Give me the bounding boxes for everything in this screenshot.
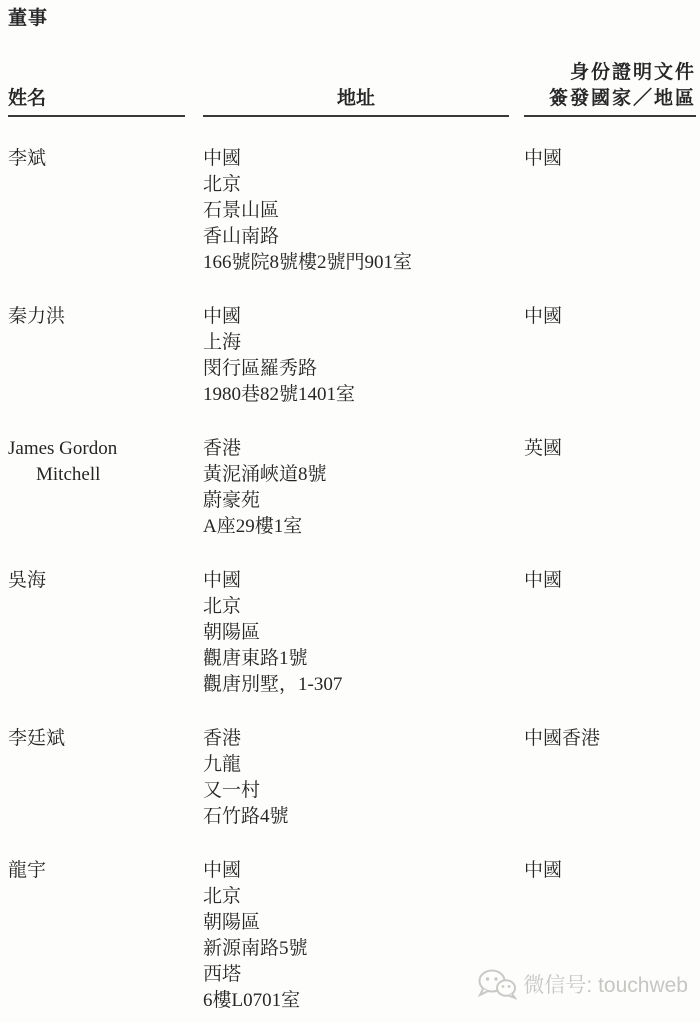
id-issue-country: 中國 (524, 860, 563, 881)
director-name (8, 858, 203, 884)
director-name-line: Mitchell (36, 464, 101, 485)
address-line: 1980巷82號1401室 (203, 384, 356, 405)
director-name-line: 秦力洪 (8, 306, 66, 327)
address-line: 觀唐別墅，1-307 (203, 674, 343, 695)
wechat-icon (477, 968, 517, 1000)
address-line: 閔行區羅秀路 (203, 358, 318, 379)
page-title: 董事 (8, 8, 49, 29)
director-row (8, 726, 696, 830)
director-row (8, 146, 696, 276)
director-row (8, 436, 696, 540)
address-line: 朝陽區 (203, 622, 261, 643)
address-line: 石景山區 (203, 200, 280, 221)
director-row (8, 568, 696, 698)
address-line: 北京 (203, 886, 242, 907)
table-header-id-doc (524, 60, 696, 117)
address-line: 九龍 (203, 754, 242, 775)
director-name (8, 726, 203, 752)
id-issue-country: 中國 (524, 306, 563, 327)
address-line: 西塔 (203, 964, 242, 985)
director-name (8, 568, 203, 594)
table-header-row (8, 60, 696, 117)
table-header-name: 姓名 (8, 86, 185, 117)
address-line: 朝陽區 (203, 912, 261, 933)
address-line: 香山南路 (203, 226, 280, 247)
director-address (203, 436, 524, 540)
director-address (203, 568, 524, 698)
table-body (8, 146, 696, 1014)
director-name-line: 李斌 (8, 148, 47, 169)
table-header-address: 地址 (203, 86, 509, 117)
id-issue-country: 英國 (524, 438, 563, 459)
watermark-text: 微信号: touchweb (523, 974, 688, 997)
id-issue-country: 中國 (524, 570, 563, 591)
address-line: 石竹路4號 (203, 806, 289, 827)
director-address (203, 304, 524, 408)
address-line: 6樓L0701室 (203, 990, 301, 1011)
address-line: 北京 (203, 174, 242, 195)
director-name (8, 146, 203, 172)
address-line: 觀唐東路1號 (203, 648, 308, 669)
address-line: 又一村 (203, 780, 261, 801)
directors-table (8, 60, 696, 1014)
address-line: 中國 (203, 860, 242, 881)
address-line: 蔚豪苑 (203, 490, 261, 511)
director-row (8, 304, 696, 408)
director-address (203, 726, 524, 830)
address-line: 中國 (203, 148, 242, 169)
director-name (8, 304, 203, 330)
address-line: 北京 (203, 596, 242, 617)
address-line: 中國 (203, 570, 242, 591)
address-line: 166號院8號樓2號門901室 (203, 252, 413, 273)
address-line: 香港 (203, 728, 242, 749)
director-name-line: 龍宇 (8, 860, 47, 881)
director-name-line: 吳海 (8, 570, 47, 591)
director-name-line: James Gordon (8, 438, 118, 459)
director-address (203, 146, 524, 276)
director-name-line: 李廷斌 (8, 728, 66, 749)
table-header-id-doc-line2: 簽發國家／地區 (548, 88, 696, 109)
address-line: 黃泥涌峽道8號 (203, 464, 327, 485)
id-issue-country: 中國香港 (524, 728, 601, 749)
id-issue-country: 中國 (524, 148, 563, 169)
address-line: 中國 (203, 306, 242, 327)
table-header-id-doc-line1: 身份證明文件 (569, 62, 696, 83)
address-line: 香港 (203, 438, 242, 459)
address-line: 新源南路5號 (203, 938, 308, 959)
address-line: 上海 (203, 332, 242, 353)
watermark (477, 968, 688, 1000)
director-name (8, 436, 203, 488)
director-address (203, 858, 524, 1014)
address-line: A座29樓1室 (203, 516, 303, 537)
